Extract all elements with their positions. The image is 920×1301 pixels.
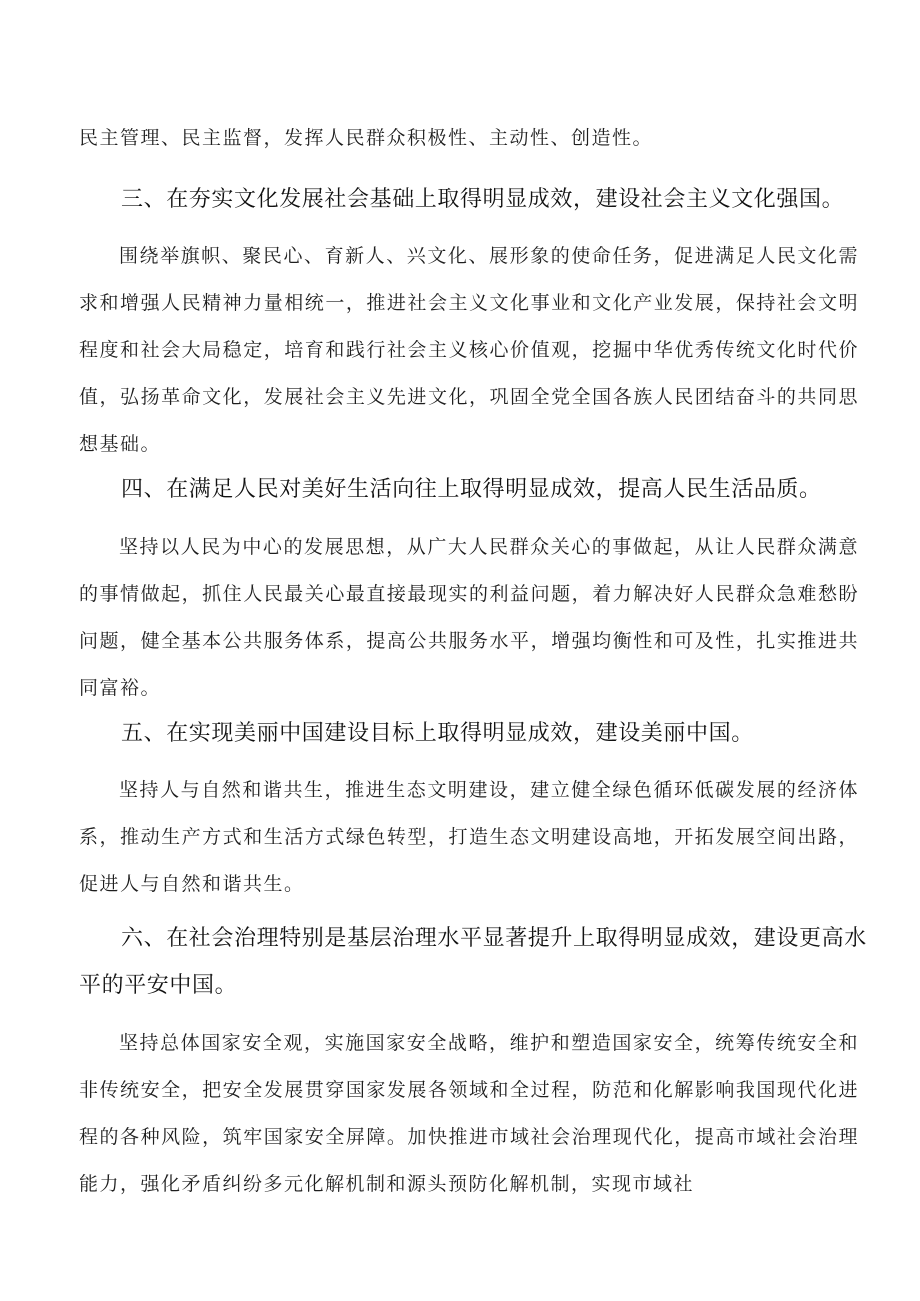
section-heading-6: 六、在社会治理特别是基层治理水平显著提升上取得明显成效，建设更高水平的平安中国。: [79, 926, 867, 998]
paragraph-continuation: 民主管理、民主监督，发挥人民群众积极性、主动性、创造性。: [79, 127, 654, 149]
section-body-5: 坚持人与自然和谐共生，推进生态文明建设，建立健全绿色循环低碳发展的经济体系，推动生产方式和生活方式绿色转型，打造生态文明建设高地，开拓发展空间出路，促进人与自然和谐共生。: [79, 779, 859, 895]
section-body-3: 围绕举旗帜、聚民心、育新人、兴文化、展形象的使命任务，促进满足人民文化需求和增强人民精神力量相统一，推进社会主义文化事业和文化产业发展，保持社会文明程度和社会大局稳定，培育和践行社会主义核心价值观，挖掘中华优秀传统文化时代价值，弘扬革命文化，发展社会主义先进文化，巩固全党全国各族人民团结奋斗的共同思想基础。: [79, 245, 859, 455]
section-body-6: 坚持总体国家安全观，实施国家安全战略，维护和塑造国家安全，统筹传统安全和非传统安全，把安全发展贯穿国家发展各领域和全过程，防范和化解影响我国现代化进程的各种风险，筑牢国家安全屏障。加快推进市域社会治理现代化，提高市域社会治理能力，强化矛盾纠纷多元化解机制和源头预防化解机制，实现市域社: [79, 1032, 859, 1195]
section-body-4: 坚持以人民为中心的发展思想，从广大人民群众关心的事做起，从让人民群众满意的事情做起，抓住人民最关心最直接最现实的利益问题，着力解决好人民群众急难愁盼问题，健全基本公共服务体系，提高公共服务水平，增强均衡性和可及性，扎实推进共同富裕。: [79, 536, 859, 699]
section-heading-4: 四、在满足人民对美好生活向往上取得明显成效，提高人民生活品质。: [121, 477, 822, 502]
section-heading-5: 五、在实现美丽中国建设目标上取得明显成效，建设美丽中国。: [121, 721, 754, 746]
section-heading-3: 三、在夯实文化发展社会基础上取得明显成效，建设社会主义文化强国。: [121, 187, 845, 212]
